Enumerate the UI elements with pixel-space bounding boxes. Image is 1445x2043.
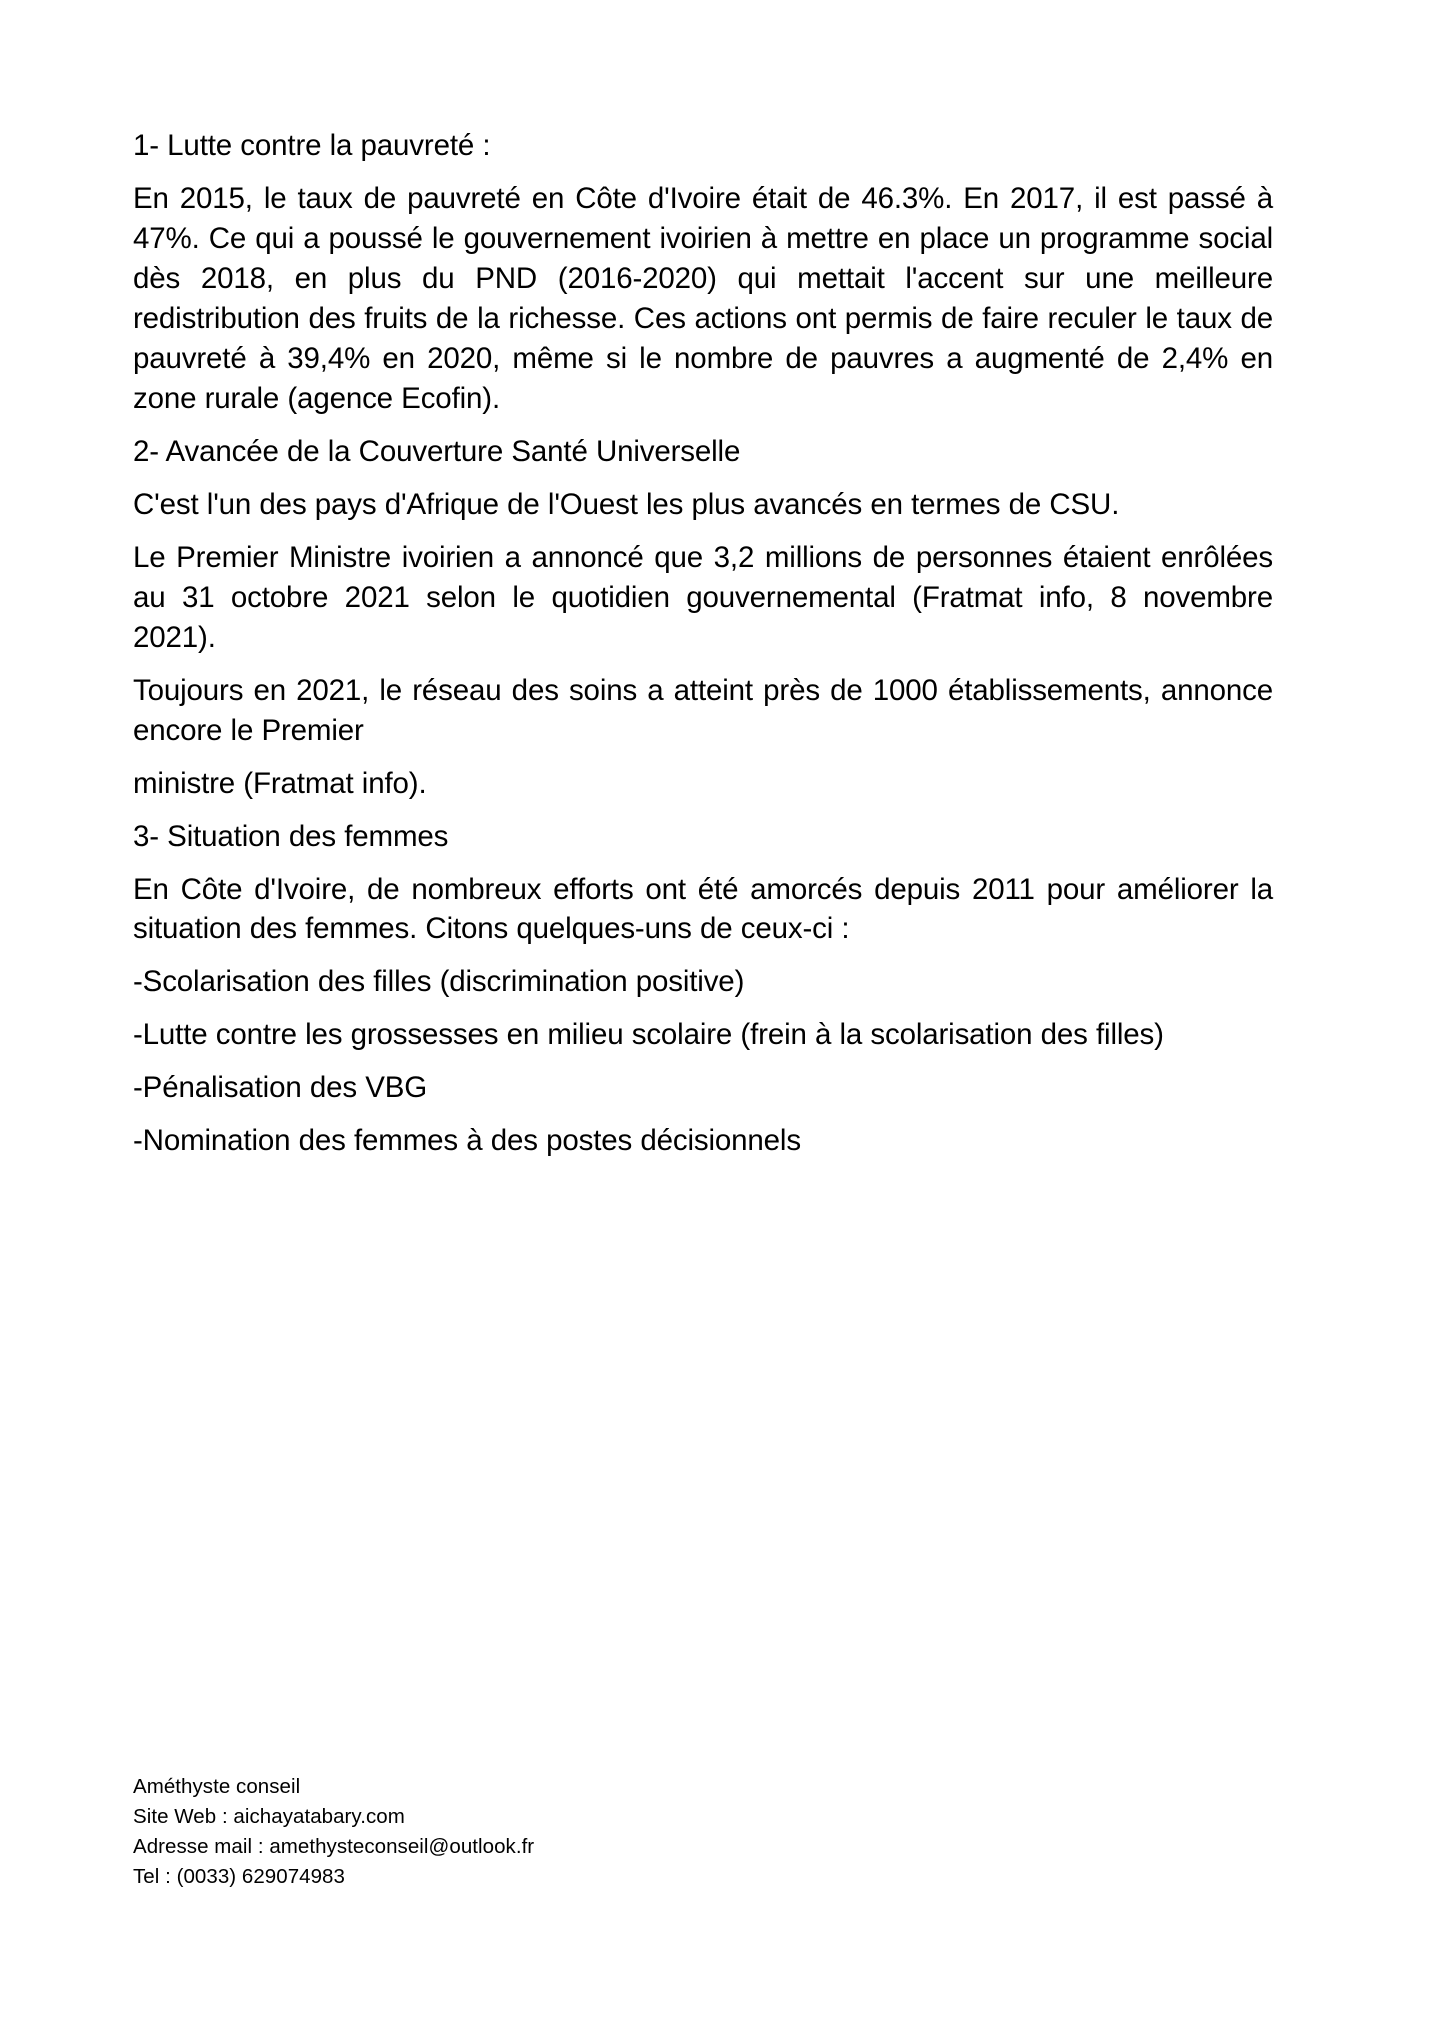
footer-email: Adresse mail : amethysteconseil@outlook.fr (133, 1835, 535, 1859)
paragraph-csu-intro: C'est l'un des pays d'Afrique de l'Ouest les plus avancés en termes de CSU. (133, 487, 1120, 521)
section-heading-3: 3- Situation des femmes (133, 819, 449, 853)
list-item-vbg: -Pénalisation des VBG (133, 1071, 428, 1105)
paragraph-reseau-soins: Toujours en 2021, le réseau des soins a atteint près de 1000 établissements, annonce encore le Premier (133, 673, 1273, 747)
footer-company-name: Améthyste conseil (133, 1775, 301, 1798)
section-heading-2: 2- Avancée de la Couverture Santé Universelle (133, 434, 741, 468)
document-body (133, 126, 1273, 1174)
footer-phone: Tel : (0033) 629074983 (133, 1865, 345, 1889)
list-item-nomination: -Nomination des femmes à des postes décisionnels (133, 1124, 801, 1158)
paragraph-femmes-intro: En Côte d'Ivoire, de nombreux efforts ont été amorcés depuis 2011 pour améliorer la situation des femmes. Citons quelques-uns de ceux-ci : (133, 872, 1273, 946)
footer-website: Site Web : aichayatabary.com (133, 1805, 405, 1829)
section-heading-1: 1- Lutte contre la pauvreté : (133, 129, 491, 162)
paragraph-premier-ministre: Le Premier Ministre ivoirien a annoncé que 3,2 millions de personnes étaient enrôlées au 31 octobre 2021 selon le quotidien gouvernemental (Fratmat info, 8 novembre 2021). (133, 540, 1273, 654)
list-item-scolarisation: -Scolarisation des filles (discrimination positive) (133, 965, 745, 999)
list-item-grossesses: -Lutte contre les grossesses en milieu scolaire (frein à la scolarisation des filles) (133, 1018, 1164, 1052)
page-footer (133, 1772, 1033, 1893)
paragraph-poverty: En 2015, le taux de pauvreté en Côte d'Ivoire était de 46.3%. En 2017, il est passé à 47%. Ce qui a poussé le gouvernement ivoirien à mettre en place un programme social dès 2018, en plus du PND (2016-2020) qui mettait l'accent sur une meilleure redistribution des fruits de la richesse. Ces actions ont permis de faire reculer le taux de pauvreté à 39,4% en 2020, même si le nombre de pauvres a augmenté de 2,4% en zone rurale (agence Ecofin). (133, 181, 1273, 415)
paragraph-ministre-source: ministre (Fratmat info). (133, 766, 427, 800)
